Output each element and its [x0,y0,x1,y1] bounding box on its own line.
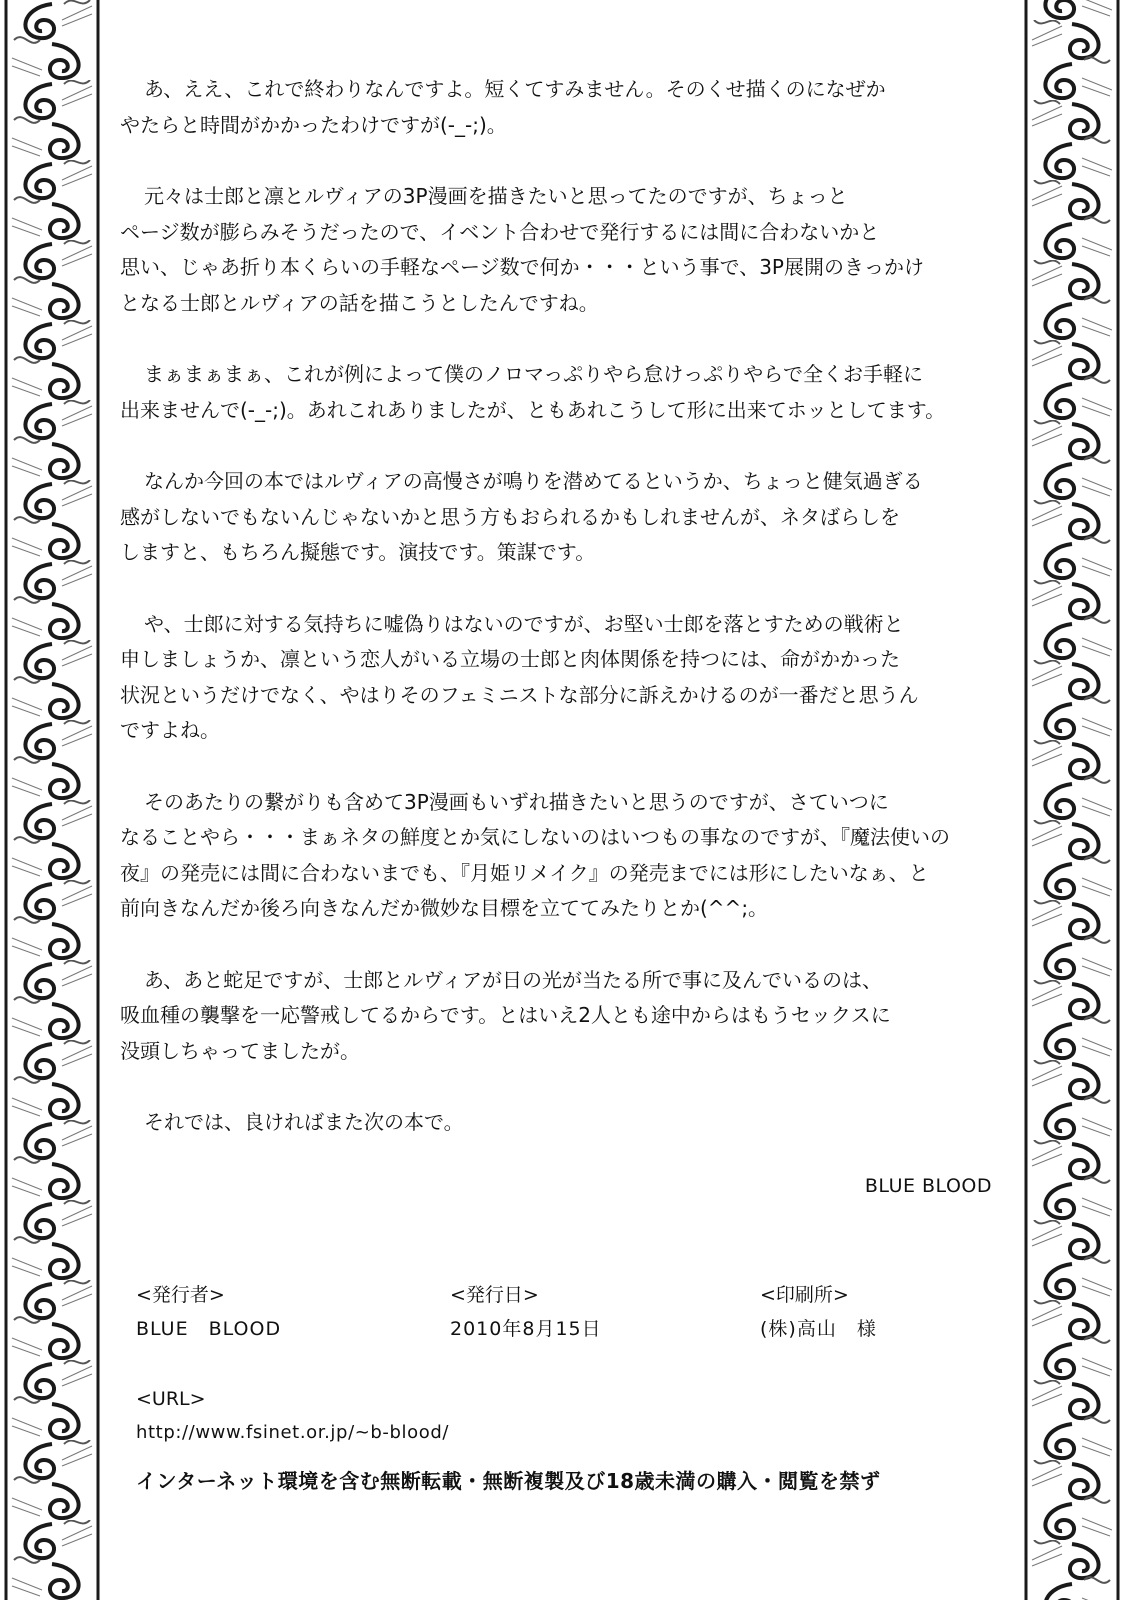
afterword-paragraph [120,785,1000,927]
copyright-notice: インターネット環境を含む無断転載・無断複製及び18歳未満の購入・閲覧を禁ず [136,1469,881,1493]
text-line: 没頭しちゃってましたが。 [120,1038,360,1063]
scroll-ornament-icon [0,0,105,1600]
text-line: 夜』の発売には間に合わないまでも、『月姫リメイク』の発売までには形にしたいなぁ、と [120,860,929,885]
afterword-paragraph [120,1105,1000,1141]
text-line: ページ数が膨らみそうだったので、イベント合わせで発行するには間に合わないかと [120,219,880,244]
text-line: 元々は士郎と凛とルヴィアの3P漫画を描きたいと思ってたのですが、ちょっと [144,184,848,208]
afterword-body [120,72,1000,1197]
scroll-ornament-icon [1020,0,1125,1600]
author-signature: BLUE BLOOD [864,1174,992,1197]
printer-label: <印刷所> [760,1284,849,1306]
text-line: なることやら・・・まぁネタの鮮度とか気にしないのはいつもの事なのですが、『魔法使いの [120,825,950,849]
afterword-paragraph [120,963,1000,1070]
text-line: となる士郎とルヴィアの話を描こうとしたんですね。 [120,290,599,315]
text-line: 思い、じゃあ折り本くらいの手軽なページ数で何か・・・という事で、3P展開のきっかけ [120,255,924,279]
afterword-paragraph [120,179,1000,321]
text-line: 前向きなんだか後ろ向きなんだか微妙な目標を立ててみたりとか(^^;。 [120,896,769,920]
text-line: や、士郎に対する気持ちに嘘偽りはないのですが、お堅い士郎を落とすための戦術と [144,611,904,636]
publish-date: 2010年8月15日 [450,1318,602,1340]
publisher-name: BLUE BLOOD [136,1318,282,1340]
text-line: 吸血種の襲撃を一応警戒してるからです。とはいえ2人とも途中からはもうセックスに [120,1003,891,1027]
text-line: やたらと時間がかかったわけですが(-_-;)。 [120,112,507,137]
text-line: 感がしないでもないんじゃないかと思う方もおられるかもしれませんが、ネタばらしを [120,504,900,529]
afterword-paragraph [120,607,1000,749]
text-line: あ、ええ、これで終わりなんですよ。短くてすみません。そのくせ描くのになぜか [144,77,886,101]
afterword-paragraph [120,72,1000,143]
text-line: そのあたりの繋がりも含めて3P漫画もいずれ描きたいと思うのですが、さていつに [144,789,889,814]
afterword-paragraph [120,464,1000,571]
text-line: 出来ませんで(-_-;)。あれこれありましたが、ともあれこうして形に出来てホッとしてます。 [120,397,946,422]
date-label: <発行日> [450,1284,539,1306]
url-block [136,1388,449,1443]
printer-block [760,1280,877,1341]
publisher-block [136,1280,281,1341]
date-block [450,1280,602,1341]
website-url: http://www.fsinet.or.jp/~b-blood/ [136,1422,450,1443]
text-line: あ、あと蛇足ですが、士郎とルヴィアが日の光が当たる所で事に及んでいるのは、 [144,967,882,992]
url-label: <URL> [136,1388,206,1410]
printer-name: (株)高山 様 [760,1318,877,1340]
text-line: しますと、もちろん擬態です。演技です。策謀です。 [120,540,596,564]
publisher-label: <発行者> [136,1284,225,1306]
text-line: まぁまぁまぁ、これが例によって僕のノロマっぷりやら怠けっぷりやらで全くお手軽に [144,362,923,386]
text-line: 申しましょうか、凛という恋人がいる立場の士郎と肉体関係を持つには、命がかかった [120,647,900,671]
afterword-paragraph [120,357,1000,428]
text-line: それでは、良ければまた次の本で。 [144,1110,464,1134]
ornamental-border-left [0,0,105,1600]
ornamental-border-right [1020,0,1125,1600]
text-line: なんか今回の本ではルヴィアの高慢さが鳴りを潜めてるというか、ちょっと健気過ぎる [144,469,923,493]
text-line: 状況というだけでなく、やはりそのフェミニストな部分に訴えかけるのが一番だと思うん [120,682,919,707]
text-line: ですよね。 [120,718,220,742]
